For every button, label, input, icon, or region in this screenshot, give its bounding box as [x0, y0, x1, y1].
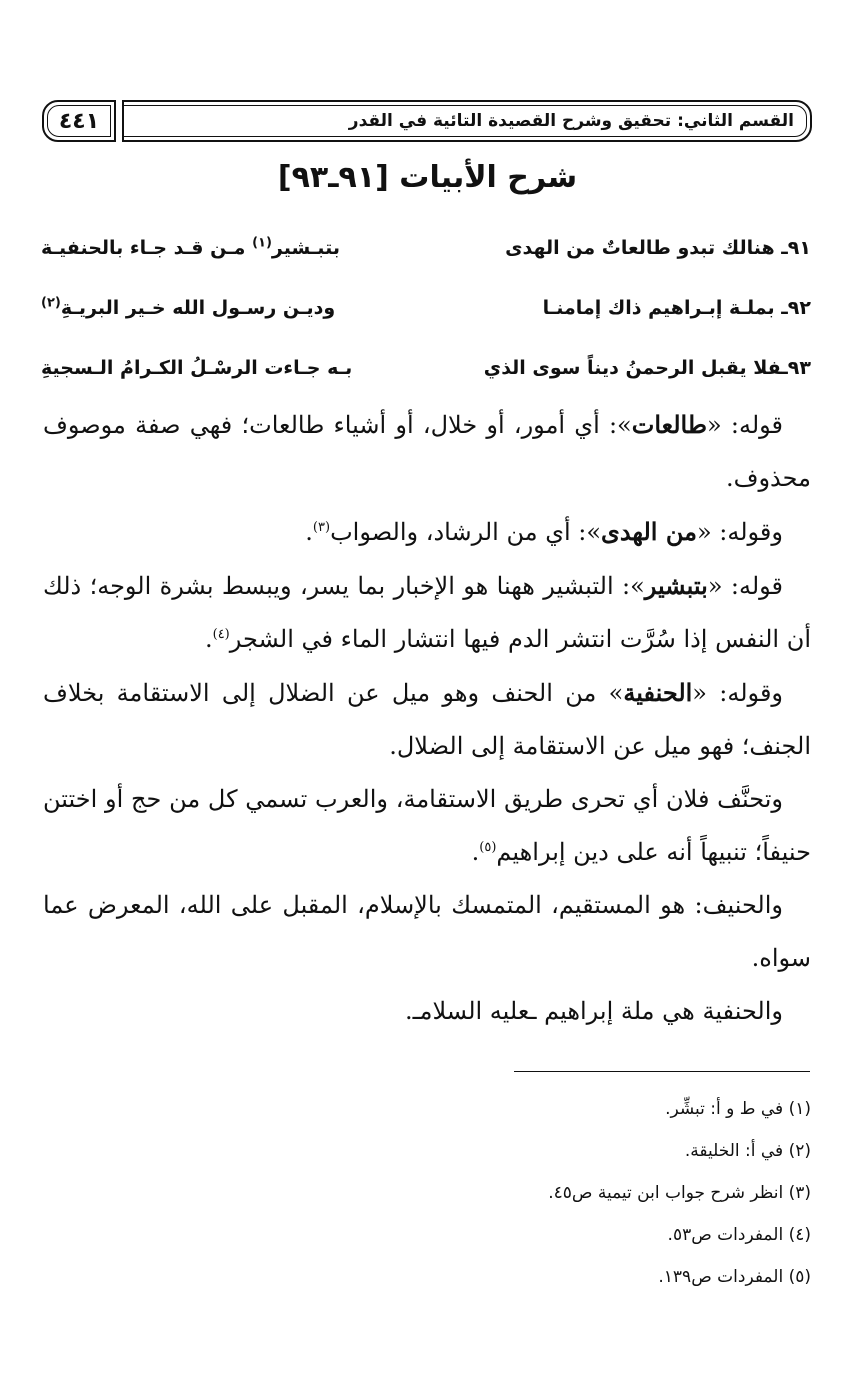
running-title-frame: [122, 100, 812, 142]
paragraph: والحنفية هي ملة إبراهيم ـعليه السلامـ.: [404, 997, 783, 1025]
verse-text: بتبـشير: [271, 237, 340, 259]
verses-block: [41, 218, 811, 398]
footnote-marker: (٤): [212, 627, 230, 642]
verse-93: [41, 338, 811, 398]
paragraph: [43, 773, 811, 879]
footnote-separator: [514, 1071, 810, 1072]
footnote-marker: (٢): [41, 295, 61, 311]
page-number: ٤٤١: [58, 108, 100, 134]
footnote: (٤) المفردات ص٥٣.: [667, 1225, 811, 1245]
verse-first-hemistich: ٩١ـ هنالك تبدو طالعاتٌ من الهدى: [505, 237, 811, 259]
footnote-marker: (١): [252, 235, 272, 251]
paragraph-text: .: [305, 518, 313, 546]
running-title: القسم الثاني: تحقيق وشرح القصيدة التائية في القدر: [348, 111, 794, 131]
paragraph-text: »: التبشير ههنا هو الإخبار بما يسر، ويبسط بشرة الوجه؛ ذلك أن النفس إذا سُرَّت انتشر الدم فيها انتشار الماء في الشجر: [43, 572, 811, 653]
verse-text: وديـن رسـول الله خـير البريـةِ: [60, 297, 336, 319]
paragraph: [43, 398, 811, 505]
paragraph: [43, 559, 811, 666]
footnote: (٥) المفردات ص١٣٩.: [658, 1267, 811, 1287]
verse-91: [41, 218, 811, 278]
section-heading: شرح الأبيات [٩١ـ٩٣]: [277, 160, 578, 195]
paragraph-text: وقوله: «: [692, 679, 784, 707]
quoted-term: من الهدى: [601, 517, 697, 546]
page-header: [42, 100, 812, 146]
verse-second-hemistich: [41, 237, 421, 259]
paragraph-text: قوله: «: [707, 572, 783, 600]
footnote-marker: (٥): [479, 840, 497, 855]
verse-second-hemistich: بـه جـاءت الرسْـلُ الكـرامُ الـسجيةِ: [41, 357, 353, 379]
paragraph-text: .: [204, 625, 213, 653]
paragraph-text: »: أي من الرشاد، والصواب: [330, 518, 602, 546]
verse-first-hemistich: ٩٣ـفلا يقبل الرحمنُ ديناً سوى الذي: [483, 357, 811, 379]
footnote: (٣) انظر شرح جواب ابن تيمية ص٤٥.: [548, 1183, 811, 1203]
verse-text: مـن قـد جـاء بالحنفيـة: [41, 237, 253, 259]
quoted-term: طالعات: [631, 410, 707, 439]
paragraph: [43, 505, 811, 559]
commentary-body: [43, 398, 811, 1038]
quoted-term: بتبشير: [644, 571, 708, 600]
footnote: (٢) في أ: الخليقة.: [684, 1141, 811, 1161]
paragraph-text: .: [471, 838, 480, 866]
footnotes: [43, 1088, 811, 1298]
paragraph: والحنيف: هو المستقيم، المتمسك بالإسلام، المقبل على الله، المعرض عما سواه.: [43, 891, 811, 972]
paragraph: [43, 666, 811, 773]
verse-92: [41, 278, 811, 338]
verse-first-hemistich: ٩٢ـ بملـة إبـراهيم ذاك إمامنـا: [542, 297, 811, 319]
verse-second-hemistich: [41, 297, 421, 319]
quoted-term: الحنفية: [623, 678, 693, 707]
paragraph-text: قوله: «: [706, 411, 784, 439]
footnote: (١) في ط و أ: تبشِّر.: [665, 1099, 811, 1119]
paragraph-text: » من الحنف وهو ميل عن الضلال إلى الاستقامة بخلاف الجنف؛ فهو ميل عن الاستقامة إلى الضلال.: [43, 679, 811, 760]
footnote-marker: (٣): [312, 520, 331, 535]
paragraph-text: »: أي أمور، أو خلال، أو أشياء طالعات؛ فهي صفة موصوف محذوف.: [43, 411, 811, 492]
page-number-frame: [42, 100, 116, 142]
paragraph-text: وتحنَّف فلان أي تحرى طريق الاستقامة، والعرب تسمي كل من حج أو اختتن حنيفاً؛ تنبيهاً أنه على دين إبراهيم: [43, 785, 811, 866]
paragraph-text: وقوله: «: [696, 518, 783, 546]
